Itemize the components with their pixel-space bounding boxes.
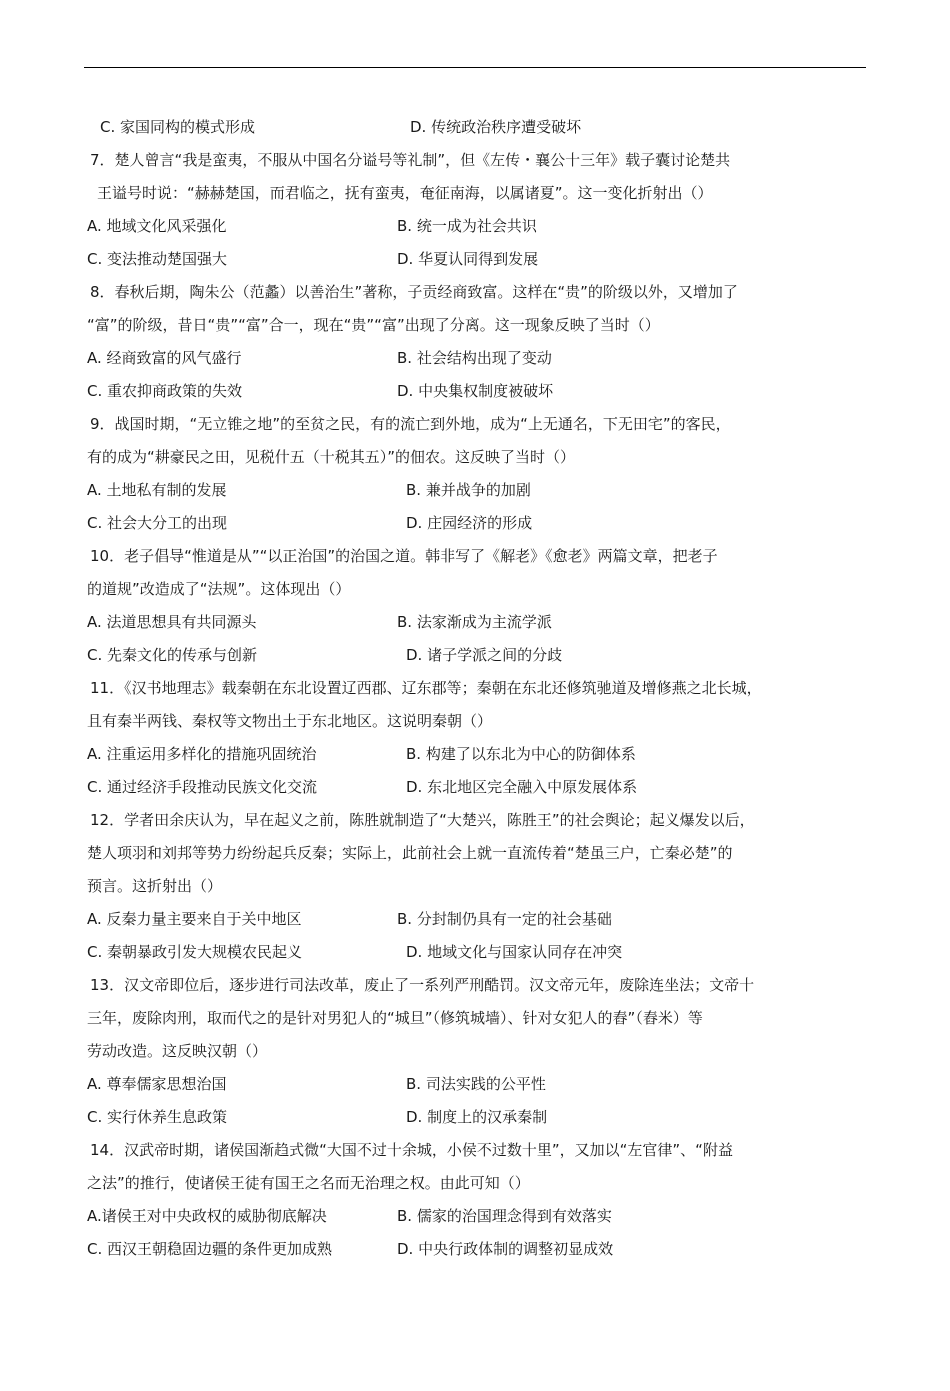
q6-options-row xyxy=(87,114,867,147)
q9-stem-line: 9．战国时期，“无立锥之地”的至贫之民，有的流亡到外地，成为“上无通名，下无田宅”的客民， xyxy=(90,415,731,433)
q11-option-a[interactable]: A. 注重运用多样化的措施巩固统治 xyxy=(87,745,317,763)
q7-options-row xyxy=(87,246,867,279)
q13-option-d[interactable]: D. 制度上的汉承秦制 xyxy=(406,1108,548,1126)
question-list xyxy=(87,114,867,1269)
q11-option-b[interactable]: B. 构建了以东北为中心的防御体系 xyxy=(406,745,636,763)
q12-stem-line: 12．学者田余庆认为，早在起义之前，陈胜就制造了“大楚兴，陈胜王”的社会舆论；起义爆发以后， xyxy=(90,811,755,829)
q10-option-a[interactable]: A. 法道思想具有共同源头 xyxy=(87,613,257,631)
q12-options-row xyxy=(87,939,867,972)
q11-options-row xyxy=(87,741,867,774)
q7-options-row xyxy=(87,213,867,246)
q14-option-b[interactable]: B. 儒家的治国理念得到有效落实 xyxy=(397,1207,612,1225)
q9-option-c[interactable]: C. 社会大分工的出现 xyxy=(87,514,228,532)
q7-option-b[interactable]: B. 统一成为社会共识 xyxy=(397,217,537,235)
q12-stem-line: 楚人项羽和刘邦等势力纷纷起兵反秦；实际上，此前社会上就一直流传着“楚虽三户，亡秦必楚”的 xyxy=(87,844,733,862)
q7-option-d[interactable]: D. 华夏认同得到发展 xyxy=(397,250,539,268)
q11-option-c[interactable]: C. 通过经济手段推动民族文化交流 xyxy=(87,778,318,796)
q6-option-d[interactable]: D. 传统政治秩序遭受破坏 xyxy=(410,118,582,136)
q14-options-row xyxy=(87,1203,867,1236)
q7-stem-line: 7．楚人曾言“我是蛮夷，不服从中国名分谥号等礼制”，但《左传・襄公十三年》载子囊讨论楚共 xyxy=(90,151,731,169)
q8-option-d[interactable]: D. 中央集权制度被破坏 xyxy=(397,382,554,400)
q10-stem-line: 的道规”改造成了“法规”。这体现出（） xyxy=(87,580,351,598)
q7-option-c[interactable]: C. 变法推动楚国强大 xyxy=(87,250,228,268)
q11-option-d[interactable]: D. 东北地区完全融入中原发展体系 xyxy=(406,778,638,796)
q13-option-b[interactable]: B. 司法实践的公平性 xyxy=(406,1075,546,1093)
q12-stem-line: 预言。这折射出（） xyxy=(87,877,223,895)
q12-option-d[interactable]: D. 地域文化与国家认同存在冲突 xyxy=(406,943,623,961)
q8-stem-line: “富”的阶级，昔日“贵”“富”合一，现在“贵”“富”出现了分离。这一现象反映了当时（） xyxy=(87,316,660,334)
q9-option-d[interactable]: D. 庄园经济的形成 xyxy=(406,514,533,532)
q13-option-c[interactable]: C. 实行休养生息政策 xyxy=(87,1108,228,1126)
q6-option-c[interactable]: C. 家国同构的模式形成 xyxy=(100,118,256,136)
q13-stem-line: 三年，废除肉刑，取而代之的是针对男犯人的“城旦”（修筑城墙）、针对女犯人的舂”（舂米）等 xyxy=(87,1009,703,1027)
q10-options-row xyxy=(87,609,867,642)
q11-stem-line: 且有秦半两钱、秦权等文物出土于东北地区。这说明秦朝（） xyxy=(87,712,493,730)
q11-stem-line: 11．《汉书地理志》载秦朝在东北设置辽西郡、辽东郡等；秦朝在东北还修筑驰道及增修燕之北长城， xyxy=(90,679,762,697)
q13-options-row xyxy=(87,1071,867,1104)
q14-stem-line: 之法”的推行，使诸侯王徒有国王之名而无治理之权。由此可知（） xyxy=(87,1174,530,1192)
q9-option-a[interactable]: A. 土地私有制的发展 xyxy=(87,481,227,499)
q7-option-a[interactable]: A. 地域文化风采强化 xyxy=(87,217,227,235)
q9-option-b[interactable]: B. 兼并战争的加剧 xyxy=(406,481,531,499)
q12-option-a[interactable]: A. 反秦力量主要来自于关中地区 xyxy=(87,910,302,928)
q14-stem-line: 14．汉武帝时期，诸侯国渐趋式微“大国不过十余城，小侯不过数十里”，又加以“左官律”、“附益 xyxy=(90,1141,733,1159)
header-rule xyxy=(84,67,866,68)
q13-stem-line: 劳动改造。这反映汉朝（） xyxy=(87,1042,268,1060)
q10-option-b[interactable]: B. 法家渐成为主流学派 xyxy=(397,613,552,631)
q8-options-row xyxy=(87,345,867,378)
q14-option-d[interactable]: D. 中央行政体制的调整初显成效 xyxy=(397,1240,614,1258)
q8-stem-line: 8．春秋后期，陶朱公（范蠡）以善治生”著称，子贡经商致富。这样在“贵”的阶级以外，又增加了 xyxy=(90,283,738,301)
q10-option-d[interactable]: D. 诸子学派之间的分歧 xyxy=(406,646,563,664)
q14-options-row xyxy=(87,1236,867,1269)
q10-options-row xyxy=(87,642,867,675)
q8-options-row xyxy=(87,378,867,411)
q13-stem-line: 13．汉文帝即位后，逐步进行司法改革，废止了一系列严刑酷罚。汉文帝元年，废除连坐法；文帝十 xyxy=(90,976,755,994)
q13-options-row xyxy=(87,1104,867,1137)
q8-option-c[interactable]: C. 重农抑商政策的失效 xyxy=(87,382,243,400)
q7-stem-line: 王谥号时说：“赫赫楚国，而君临之，抚有蛮夷，奄征南海，以属诸夏”。这一变化折射出（） xyxy=(97,184,713,202)
q10-stem-line: 10．老子倡导“惟道是从”“以正治国”的治国之道。韩非写了《解老》《愈老》两篇文章，把老子 xyxy=(90,547,718,565)
q9-stem-line: 有的成为“耕豪民之田，见税什五（十税其五）”的佃农。这反映了当时（） xyxy=(87,448,576,466)
q12-option-b[interactable]: B. 分封制仍具有一定的社会基础 xyxy=(397,910,612,928)
q11-options-row xyxy=(87,774,867,807)
q9-options-row xyxy=(87,477,867,510)
q12-option-c[interactable]: C. 秦朝暴政引发大规模农民起义 xyxy=(87,943,303,961)
q13-option-a[interactable]: A. 尊奉儒家思想治国 xyxy=(87,1075,227,1093)
q10-option-c[interactable]: C. 先秦文化的传承与创新 xyxy=(87,646,258,664)
q8-option-b[interactable]: B. 社会结构出现了变动 xyxy=(397,349,552,367)
q12-options-row xyxy=(87,906,867,939)
q14-option-a[interactable]: A.诸侯王对中央政权的威胁彻底解决 xyxy=(87,1207,327,1225)
q8-option-a[interactable]: A. 经商致富的风气盛行 xyxy=(87,349,242,367)
q14-option-c[interactable]: C. 西汉王朝稳固边疆的条件更加成熟 xyxy=(87,1240,333,1258)
q9-options-row xyxy=(87,510,867,543)
